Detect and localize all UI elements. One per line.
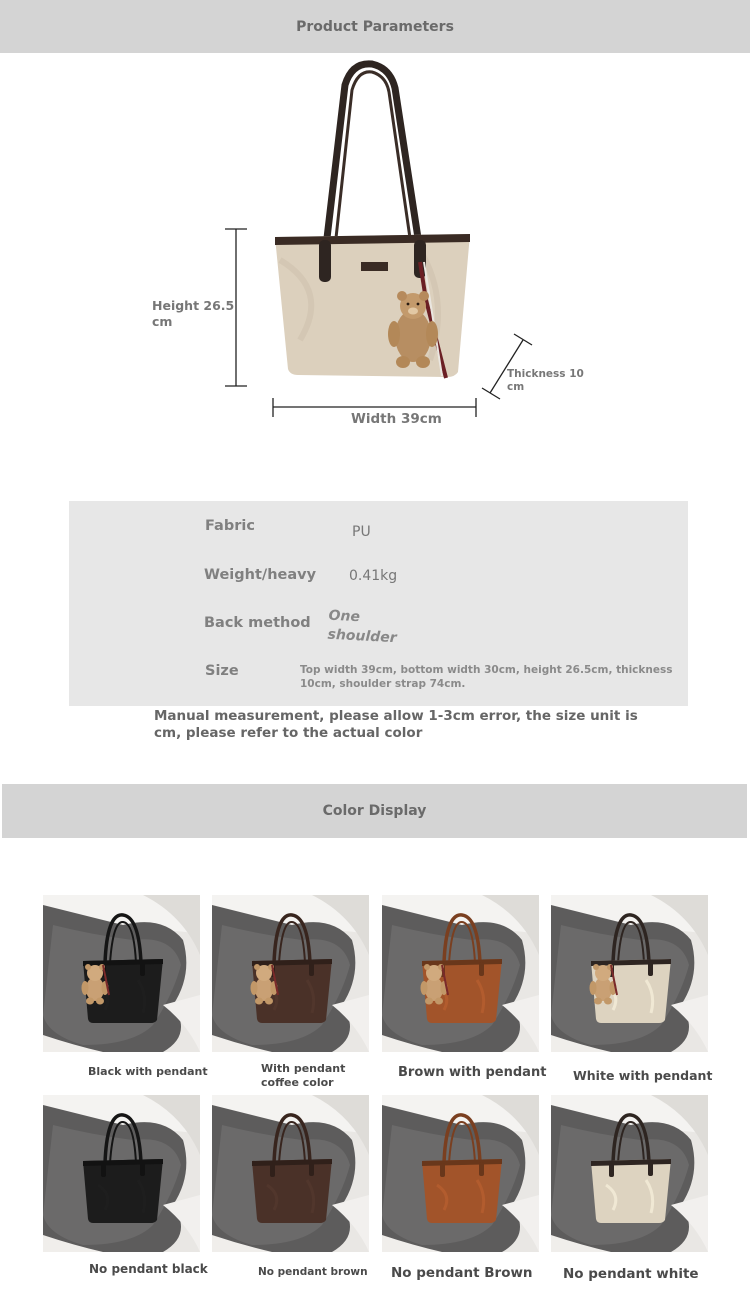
- variant-caption: White with pendant: [573, 1068, 713, 1083]
- spec-key-weight: Weight/heavy: [204, 567, 317, 583]
- spec-table: [69, 501, 688, 706]
- spec-value-fabric: PU: [352, 524, 371, 540]
- variant-caption: No pendant Brown: [391, 1265, 533, 1281]
- variant-caption: No pendant brown: [258, 1266, 368, 1278]
- spec-value-back-method: One shoulder: [327, 607, 398, 647]
- section-title: Product Parameters: [296, 18, 454, 35]
- spec-key-fabric: Fabric: [205, 518, 255, 534]
- variant-image-white-with-pendant[interactable]: [551, 895, 708, 1052]
- product-image: [0, 0, 750, 440]
- width-label: Width 39cm: [351, 411, 442, 427]
- thickness-label: Thickness 10 cm: [507, 368, 584, 393]
- variant-caption: Brown with pendant: [398, 1065, 547, 1080]
- spec-key-back-method: Back method: [204, 615, 311, 631]
- variant-caption: No pendant black: [89, 1262, 208, 1276]
- variant-caption: With pendant coffee color: [261, 1062, 346, 1089]
- height-label: Height 26.5 cm: [152, 298, 235, 329]
- variant-caption: Black with pendant: [88, 1065, 208, 1078]
- measurement-note: Manual measurement, please allow 1-3cm error, the size unit is cm, please refer to the actual color: [154, 708, 638, 741]
- spec-value-weight: 0.41kg: [349, 568, 398, 584]
- variant-caption: No pendant white: [563, 1266, 699, 1282]
- variant-image-black-with-pendant[interactable]: [43, 895, 200, 1052]
- bag-tab-left: [319, 240, 331, 282]
- section-title: Color Display: [322, 803, 427, 819]
- variant-image-coffee-with-pendant[interactable]: [212, 895, 369, 1052]
- variant-image-coffee-no-pendant[interactable]: [212, 1095, 369, 1252]
- section-banner-color-display: [2, 784, 747, 838]
- variant-image-white-no-pendant[interactable]: [551, 1095, 708, 1252]
- variant-image-black-no-pendant[interactable]: [43, 1095, 200, 1252]
- spec-value-size: Top width 39cm, bottom width 30cm, height 26.5cm, thickness 10cm, shoulder strap 74cm.: [300, 664, 673, 690]
- variant-image-brown-with-pendant[interactable]: [382, 895, 539, 1052]
- variant-image-brown-no-pendant[interactable]: [382, 1095, 539, 1252]
- spec-key-size: Size: [205, 663, 239, 679]
- bag-strap-left: [327, 64, 418, 238]
- bag-logo-label: [361, 262, 388, 271]
